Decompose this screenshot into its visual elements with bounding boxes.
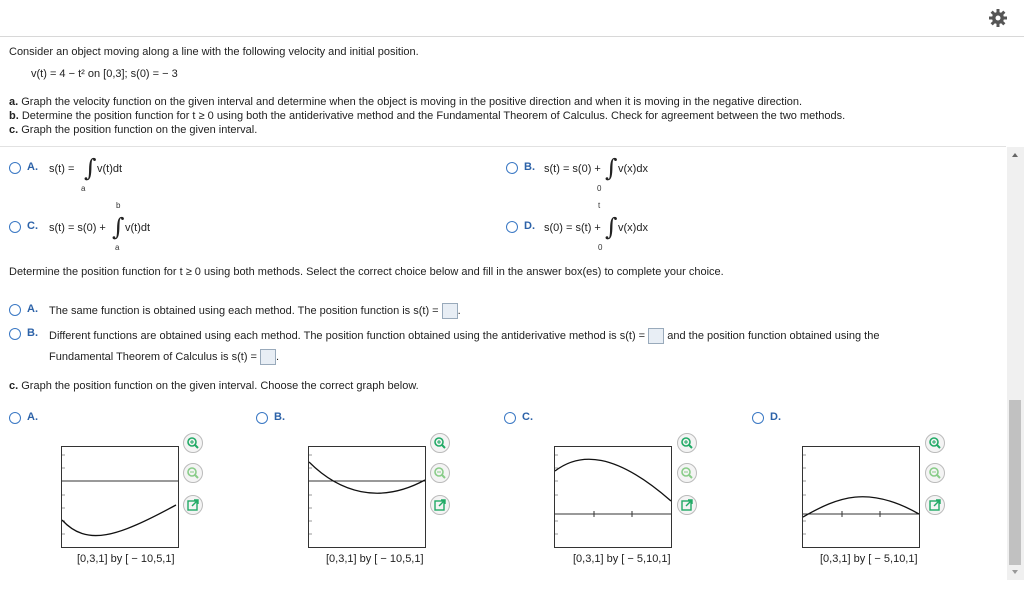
upper-limit: b — [116, 201, 121, 210]
choice-letter: B. — [27, 327, 38, 339]
zoom-in-icon[interactable] — [925, 433, 945, 453]
part-a-label: a. — [9, 96, 19, 108]
graph-plot — [802, 446, 920, 548]
choice-letter: B. — [274, 411, 285, 423]
choice-text-line2 — [49, 349, 279, 365]
graph-plot — [554, 446, 672, 548]
part-c-text — [9, 124, 257, 136]
graph-window-label: [0,3,1] by [ − 10,5,1] — [77, 553, 175, 565]
formula-lhs: s(t) = s(0) + — [544, 163, 601, 175]
choice-text-line1 — [49, 328, 879, 344]
popout-icon[interactable] — [430, 495, 450, 515]
choice-letter: C. — [27, 220, 38, 232]
answer-box[interactable] — [442, 303, 458, 319]
integral-sign: ∫ — [605, 154, 618, 182]
part-c-body: Graph the position function on the given interval. — [21, 124, 258, 136]
period: . — [457, 304, 461, 317]
part-b-body: Determine the position function for t ≥ 0 using both the antiderivative method and the Fundamental Theorem of Calculus. Check for agreement between the two methods. — [21, 110, 846, 122]
scrollbar-thumb[interactable] — [1009, 400, 1021, 565]
graph-question-body: Graph the position function on the given interval. Choose the correct graph below. — [21, 380, 419, 392]
graph-window-label: [0,3,1] by [ − 5,10,1] — [820, 553, 918, 565]
period: . — [276, 350, 280, 363]
radio-button[interactable] — [9, 328, 21, 340]
choice-letter: D. — [770, 411, 781, 423]
answer-box-ftc[interactable] — [260, 349, 276, 365]
graph-question — [9, 380, 419, 392]
formula-lhs: s(0) = s(t) + — [544, 222, 601, 234]
zoom-out-icon[interactable] — [183, 463, 203, 483]
integral-sign: ∫ — [605, 213, 618, 241]
zoom-out-icon[interactable] — [925, 463, 945, 483]
graph-question-label: c. — [9, 380, 19, 392]
integral-sign: ∫ — [84, 154, 97, 182]
lower-limit: 0 — [597, 184, 602, 193]
upper-limit: t — [598, 201, 601, 210]
choice-letter: D. — [524, 220, 535, 232]
formula-lhs: s(t) = — [49, 163, 75, 175]
graph-window-label: [0,3,1] by [ − 10,5,1] — [326, 553, 424, 565]
zoom-in-icon[interactable] — [183, 433, 203, 453]
method-question: Determine the position function for t ≥ 0 using both methods. Select the correct choice below and fill in the answer box(es) to complete your choice. — [9, 266, 724, 278]
radio-button[interactable] — [9, 304, 21, 316]
part-a-body: Graph the velocity function on the given interval and determine when the object is moving in the positive direction and when it is moving in the negative direction. — [21, 96, 803, 108]
lower-limit: a — [115, 243, 120, 252]
popout-icon[interactable] — [925, 495, 945, 515]
lower-limit: a — [81, 184, 86, 193]
zoom-out-icon[interactable] — [677, 463, 697, 483]
radio-button[interactable] — [9, 221, 21, 233]
problem-intro: Consider an object moving along a line with the following velocity and initial position. — [9, 46, 419, 58]
choice-a-text: The same function is obtained using each method. The position function is s(t) = — [49, 304, 439, 317]
zoom-in-icon[interactable] — [677, 433, 697, 453]
popout-icon[interactable] — [183, 495, 203, 515]
part-b-label: b. — [9, 110, 19, 122]
part-c-label: c. — [9, 124, 19, 136]
graph-plot — [61, 446, 179, 548]
radio-button[interactable] — [9, 162, 21, 174]
top-toolbar — [0, 0, 1024, 37]
zoom-in-icon[interactable] — [430, 433, 450, 453]
zoom-out-icon[interactable] — [430, 463, 450, 483]
section-divider — [0, 146, 1006, 147]
choice-b-text3: Fundamental Theorem of Calculus is s(t) = — [49, 350, 257, 363]
choice-letter: A. — [27, 161, 38, 173]
radio-button[interactable] — [256, 412, 268, 424]
choice-letter: A. — [27, 411, 38, 423]
choice-b-text1: Different functions are obtained using each method. The position function obtained using the antiderivative method is s(t) = — [49, 329, 646, 342]
radio-button[interactable] — [506, 221, 518, 233]
choice-letter: C. — [522, 411, 533, 423]
choice-letter: A. — [27, 303, 38, 315]
integrand: v(x)dx — [618, 222, 648, 234]
problem-equation: v(t) = 4 − t² on [0,3]; s(0) = − 3 — [31, 68, 178, 80]
part-b-text — [9, 110, 845, 122]
popout-icon[interactable] — [677, 495, 697, 515]
scroll-down-icon[interactable] — [1012, 570, 1018, 574]
gear-icon[interactable] — [988, 8, 1008, 28]
choice-b-text2: and the position function obtained using the — [667, 329, 880, 342]
lower-limit: 0 — [598, 243, 603, 252]
scroll-up-icon[interactable] — [1012, 153, 1018, 157]
radio-button[interactable] — [9, 412, 21, 424]
radio-button[interactable] — [506, 162, 518, 174]
integral-sign: ∫ — [112, 213, 125, 241]
integrand: v(t)dt — [97, 163, 123, 175]
integrand: v(t)dt — [125, 222, 151, 234]
radio-button[interactable] — [504, 412, 516, 424]
formula-lhs: s(t) = s(0) + — [49, 222, 106, 234]
graph-window-label: [0,3,1] by [ − 5,10,1] — [573, 553, 671, 565]
radio-button[interactable] — [752, 412, 764, 424]
part-a-text — [9, 96, 802, 108]
answer-box-antiderivative[interactable] — [648, 328, 664, 344]
graph-plot — [308, 446, 426, 548]
integrand: v(x)dx — [618, 163, 648, 175]
choice-text — [49, 303, 461, 319]
choice-letter: B. — [524, 161, 535, 173]
